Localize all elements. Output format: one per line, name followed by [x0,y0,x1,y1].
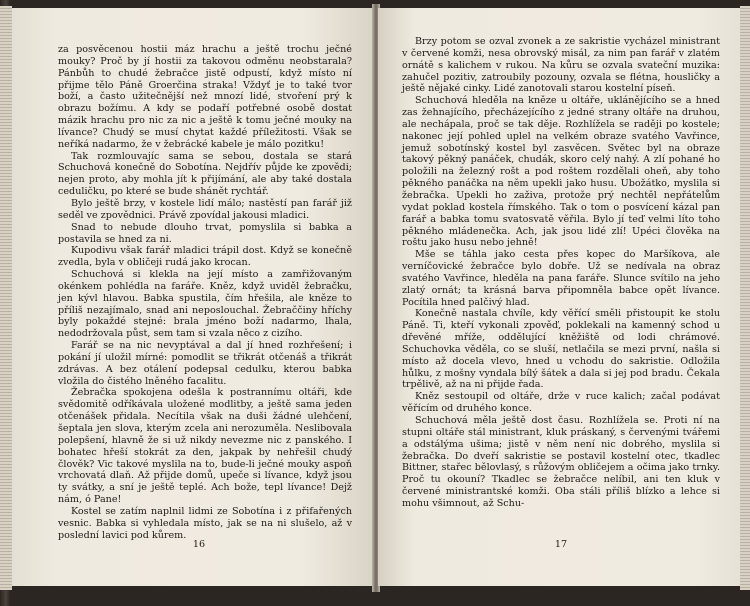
paragraph: Schuchová si klekla na její místo a zamřižovaným okénkem pohlédla na faráře. Kněz, když uviděl žebračku, jen kývl hlavou. Babka spustila, čím hřešila, ale kněze to příliš nezajímalo, snad ani neposlouchal. Žebraččiny hříchy byly pokaždé stejné: brala jméno boží nadarmo, lhala, nedodržovala půst, sem tam si vzala něco z cizího. [58,269,352,340]
paragraph: za posvěcenou hostii máz hrachu a ještě trochu ječné mouky? Proč by jí hostii za takovou odměnu neobstarala? Pánbůh to chudé žebračce jistě odpustí, když místo ní přijme tělo Páně Groerčina straka! Vždyť je to také tvor boží, a často užitečnější než mnozí lidé, stvoření prý k obrazu božímu. A kdy se podaří potřebné osobě dostat mázik hrachu pro nic za nic a ještě k tomu ječné mouky na lívance? Chudý se musí chytat každé příležitosti. Však se neříká nadarmo, že v žebrácké kabele je málo pozitku! [58,44,352,150]
paragraph: Kostel se zatím naplnil lidmi ze Sobotína i z přifařených vesnic. Babka si vyhledala místo, jak se na ni slušelo, až v poslední lavici pod kůrem. [58,505,352,541]
right-page-text [402,36,720,510]
page-edges-right [740,6,750,590]
paragraph: Snad to nebude dlouho trvat, pomyslila si babka a postavila se hned za ni. [58,221,352,245]
page-number-left: 16 [192,539,206,550]
paragraph: Kupodivu však farář mladici trápil dost. Když se konečně zvedla, byla v obličeji rudá jako krocan. [58,245,352,269]
right-page [378,8,740,586]
paragraph: Žebračka spokojena odešla k postrannímu oltáři, kde svědomitě odříkávala uložené modlitby, a ještě sama jeden otčenášek přidala. Necítila však na duši žádné ulehčení, šeptala jen slova, kterým zcela ani nerozuměla. Neslibovala polepšení, hlavně že si už nikdy nevezme nic z panského. I bohatec hřeší stokrát za den, jakpak by nehřešil chudý člověk? Vic takové myslila na to, bude-li ječné mouky aspoň vrchovatá dlaň. Až přijde domů, upeče si lívance, když jsou ty svátky, a sní je ještě teplé. Ach bože, tepl lívance! Dejž nám, ó Pane! [58,387,352,506]
paragraph: Schuchová měla ještě dost času. Rozhlížela se. Proti ní na stupni oltáře stál ministrant, kluk práskaný, s červenými tvářemi a odstálýma ušima; jistě v něm není nic dobrého, myslila si žebračka. Do dveří sakristie se postavil kostelní otec, tkadlec Bittner, stařec bělovlasý, s růžovým obličejem a očima jako trnky. Proč tu okouní? Tkadlec se žebračce nelíbil, ani ten kluk v červené ministrantské komži. Oba stáli příliš blízko a lehce si mohu všimnout, až Schu- [402,415,720,509]
paragraph: Tak rozmlouvajíc sama se sebou, dostala se stará Schuchová konečně do Sobotína. Nejdřív půjde ke zpovědi; nejen proto, aby mohla jít k přijímání, ale aby také dostala ceduličku, po které se bude shánět rychtář. [58,150,352,198]
paragraph: Schuchová hleděla na kněze u oltáře, uklánějícího se a hned zas žehnajícího, přecházejícího z jedné strany oltáře na druhou, ale nechápala, proč se tak děje. Rozhlížela se raději po kostele; nakonec její pohled uplel na velkém obraze svatého Vavřince, jemuž sobotínský kostel byl zasvěcen. Světec byl na obraze takový pěkný panáček, chudák, skoro celý nahý. A zlí pohané ho položili na železný rošt a pod roštem rozdělali oheň, aby toho pěkného panáčka na něm upekli jako husu. Ubožátko, myslila si žebračka. Upekli ho zaživa, protože prý nechtěl nepřátelům vydat poklad kostela římského. Tak o tom o posvícení kázal pan farář a babka tomu svatosvatě věřila. Bylo jí teď velmi líto toho pěkného mládenečka. Ach, jak jsou lidé zlí! Upéci člověka na roštu jako husu nebo jehně! [402,95,720,249]
page-number-right: 17 [554,539,568,550]
left-page [12,8,374,586]
paragraph: Konečně nastala chvíle, kdy věřící směli přistoupit ke stolu Páně. Ti, kteří vykonali zpověď, poklekali na kamenný schod u dřevěné mříže, oddělující kněžiště od lodi chrámové. Schuchovka věděla, co se sluší, netlačila se mezi první, našla si místo až docela vlevo, hned u vchodu do sakristie. Odložila hůlku, z mošny vyndala bílý šátek a dala si jej pod bradu. Čekala trpělivě, až na ni přijde řada. [402,308,720,391]
paragraph: Kněz sestoupil od oltáře, drže v ruce kalich; začal podávat věřícím od druhého konce. [402,391,720,415]
paragraph: Bylo ještě brzy, v kostele lidí málo; nastěstí pan farář již seděl ve zpovědnici. Právě zpovídal jakousi mladici. [58,197,352,221]
paragraph: Brzy potom se ozval zvonek a ze sakristie vycházel ministrant v červené komži, nesa obrovský misál, za nim pan farář v zlatém ornátě s kalichem v rukou. Na kůru se ozvala svateční muzika: zahučel pozitiv, zatroubily pozouny, ozvala se flétna, housličky a ještě nějaké cinky. Lidé zanotovali starou kostelní píseň. [402,36,720,95]
left-page-text [58,44,352,541]
paragraph: Mše se táhla jako cesta přes kopec do Maršíkova, ale verníčovické žebračce bylo dobře. Už se nedívala na obraz svatého Vavřince, hleděla na pana faráře. Slunce svítilo na jeho zlatý ornát; ta krásná barva připomněla babce opět lívance. Pocítila hned palčivý hlad. [402,249,720,308]
paragraph: Farář se na nic nevyptával a dal jí hned rozhřešení; i pokání jí uložil mírné: pomodlit se třikrát otčenáš a třikrát zdrávas. A bez otálení podepsal cedulku, kterou babka vložila do čistého lněného facalitu. [58,340,352,387]
page-edges-left [0,6,12,590]
